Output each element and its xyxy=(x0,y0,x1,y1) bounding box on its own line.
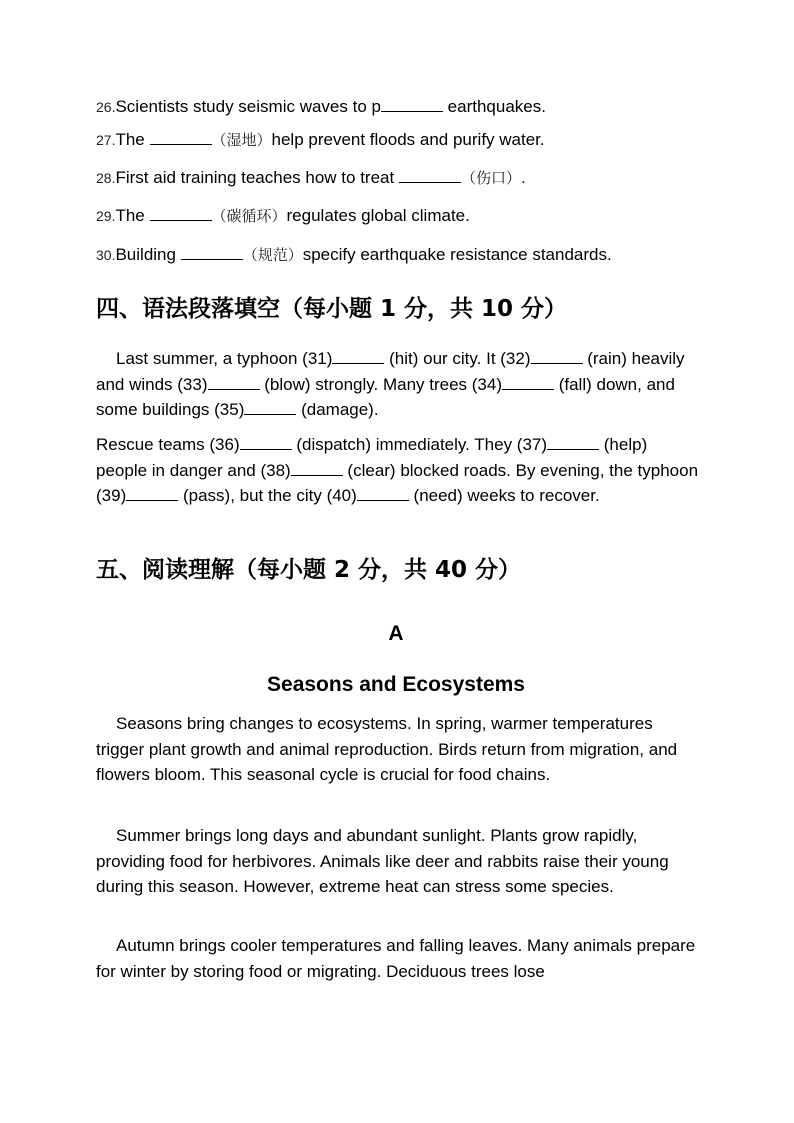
paragraph-text: (damage). xyxy=(296,400,379,420)
answer-blank[interactable] xyxy=(240,435,292,450)
section-heading-grammar: 四、语法段落填空（每小题 1 分，共 10 分） xyxy=(96,296,568,322)
answer-blank[interactable] xyxy=(150,206,212,221)
passage-paragraph-2 xyxy=(96,823,702,900)
question-text: specify earthquake resistance standards. xyxy=(302,245,612,264)
paragraph-text: Last summer, a typhoon (31) xyxy=(116,349,333,368)
passage-paragraph-1 xyxy=(96,711,702,788)
answer-blank[interactable] xyxy=(531,349,583,364)
question-30 xyxy=(96,244,612,266)
answer-blank[interactable] xyxy=(399,168,461,183)
paragraph-text: (blow) strongly. Many trees (34) xyxy=(259,374,502,394)
chinese-hint: （规范） xyxy=(242,246,303,264)
paragraph-text: Summer brings long days and abundant sunlight. Plants grow rapidly, providing food for herbivores. Animals like deer and rabbits raise their young during this season. However, extreme heat can stress some species. xyxy=(96,826,669,897)
answer-blank[interactable] xyxy=(332,349,384,364)
chinese-hint: （湿地） xyxy=(211,131,272,149)
question-27 xyxy=(96,129,545,151)
question-text: Scientists study seismic waves to p xyxy=(115,97,381,116)
answer-blank[interactable] xyxy=(126,486,178,501)
paragraph-text: (help) people in danger and (38) xyxy=(96,435,648,480)
answer-blank[interactable] xyxy=(181,245,243,260)
grammar-paragraph-1 xyxy=(96,346,702,423)
paragraph-text: (dispatch) immediately. They (37) xyxy=(291,435,548,454)
answer-blank[interactable] xyxy=(502,375,554,390)
answer-blank[interactable] xyxy=(547,435,599,450)
question-text: Building xyxy=(115,245,181,264)
paragraph-text: Autumn brings cooler temperatures and falling leaves. Many animals prepare for winter by storing food or migrating. Deciduous trees lose xyxy=(96,936,696,981)
paragraph-text: (need) weeks to recover. xyxy=(408,486,600,506)
paragraph-text: (rain) heavily and winds (33) xyxy=(96,349,685,394)
answer-blank[interactable] xyxy=(291,461,343,476)
question-29 xyxy=(96,205,470,227)
question-number: 26. xyxy=(96,99,116,115)
question-number: 29. xyxy=(96,208,116,224)
paragraph-text: (clear) blocked roads. By evening, the typhoon (39) xyxy=(96,460,699,506)
question-number: 27. xyxy=(96,132,116,148)
paragraph-text: (hit) our city. It (32) xyxy=(384,349,531,368)
paragraph-text: Seasons bring changes to ecosystems. In spring, warmer temperatures trigger plant growth and animal reproduction. Birds return from migration, and flowers bloom. This seasonal cycle is crucial for food chains. xyxy=(96,714,678,785)
chinese-hint: （碳循环） xyxy=(211,207,287,225)
question-text: regulates global climate. xyxy=(286,206,470,225)
answer-blank[interactable] xyxy=(357,486,409,501)
answer-blank[interactable] xyxy=(150,130,212,145)
paragraph-text: (fall) down, and some buildings (35) xyxy=(96,374,675,420)
question-text: The xyxy=(115,206,150,225)
question-text: help prevent floods and purify water. xyxy=(271,130,545,149)
question-text: The xyxy=(115,130,150,149)
question-text: earthquakes. xyxy=(442,97,546,116)
grammar-paragraph-2 xyxy=(96,432,702,509)
question-28 xyxy=(96,167,526,189)
question-number: 30. xyxy=(96,247,116,263)
passage-label: A xyxy=(388,622,404,645)
section-heading-reading: 五、阅读理解（每小题 2 分，共 40 分） xyxy=(96,557,522,583)
question-26 xyxy=(96,96,546,118)
question-number: 28. xyxy=(96,170,116,186)
question-text: First aid training teaches how to treat xyxy=(115,168,399,187)
chinese-hint: （伤口）. xyxy=(460,169,526,187)
paragraph-text: (pass), but the city (40) xyxy=(178,486,357,506)
answer-blank[interactable] xyxy=(208,375,260,390)
answer-blank[interactable] xyxy=(381,97,443,112)
passage-paragraph-3 xyxy=(96,933,702,984)
answer-blank[interactable] xyxy=(244,400,296,415)
paragraph-text: Rescue teams (36) xyxy=(96,435,240,454)
passage-title: Seasons and Ecosystems xyxy=(267,673,525,696)
